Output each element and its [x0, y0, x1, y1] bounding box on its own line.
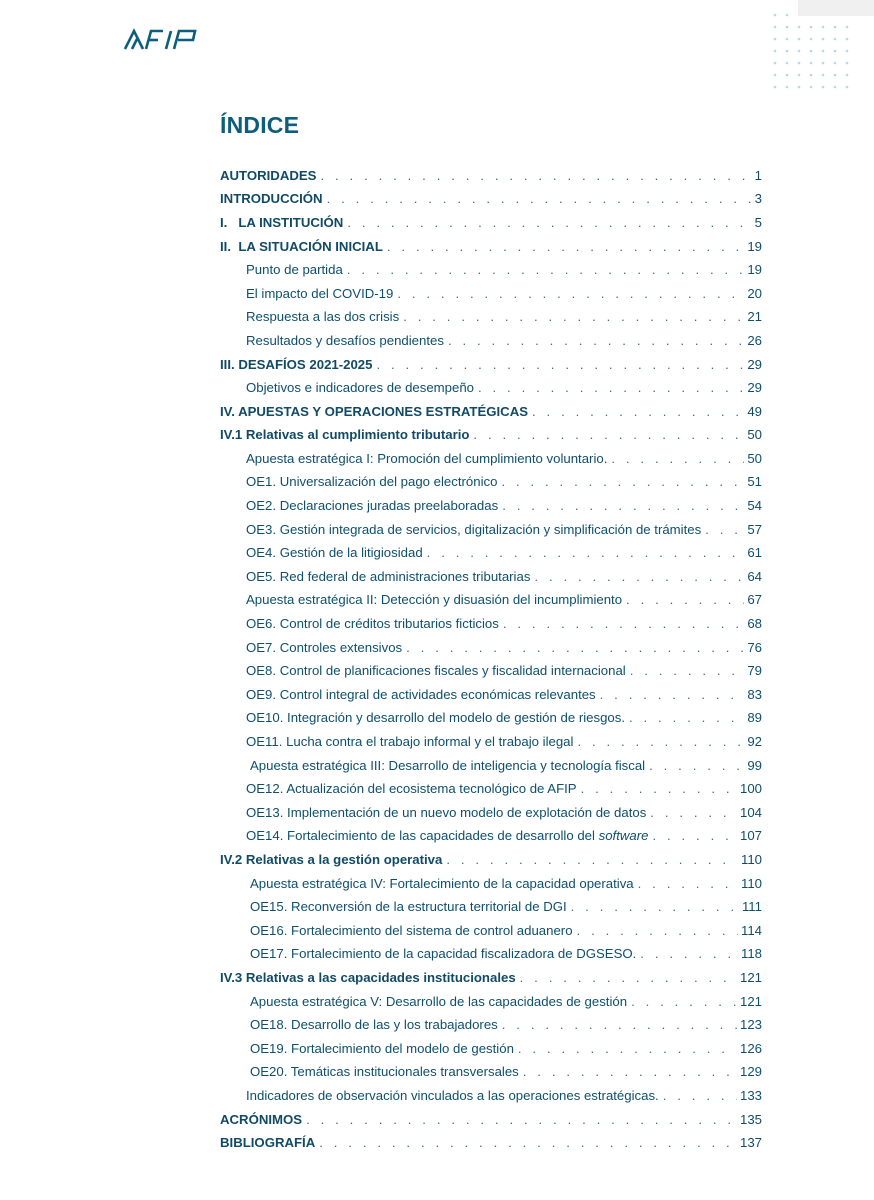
toc-entry-objetivos-indicadores[interactable]: [220, 372, 762, 396]
toc-entry-apuesta-5[interactable]: [220, 986, 762, 1010]
dot-leader: [629, 710, 744, 726]
toc-page-number: 104: [739, 804, 762, 820]
toc-entry-oe20[interactable]: [220, 1057, 762, 1081]
toc-entry-text: IV.3 Relativas a las capacidades institucionales: [220, 969, 516, 985]
toc-page-number: 61: [747, 545, 762, 561]
toc-entry-oe12[interactable]: [220, 773, 762, 797]
toc-entry-text: OE6. Control de créditos tributarios ficticios: [246, 616, 499, 632]
dot-leader: [523, 1064, 737, 1080]
toc-page-number: 137: [739, 1135, 762, 1151]
toc-entry-text-main: OE14. Fortalecimiento de las capacidades de desarrollo del: [246, 828, 595, 844]
toc-page-number: 99: [747, 757, 762, 773]
toc-entry-text: III. DESAFÍOS 2021-2025: [220, 356, 373, 372]
toc-page-number: 83: [747, 686, 762, 702]
table-of-contents: [220, 160, 762, 1151]
dot-leader: [581, 781, 737, 797]
dot-leader: [577, 734, 744, 750]
toc-entry-text: Resultados y desafíos pendientes: [246, 332, 444, 348]
toc-entry-oe18[interactable]: [220, 1009, 762, 1033]
toc-page-number: 29: [747, 380, 762, 396]
toc-entry-text: [246, 828, 648, 844]
afip-logo: [123, 27, 201, 53]
dot-leader: [473, 427, 744, 443]
toc-entry-text: OE8. Control de planificaciones fiscales y fiscalidad internacional: [246, 663, 626, 679]
toc-entry-apuestas-operaciones[interactable]: [220, 396, 762, 420]
toc-page-number: 118: [740, 946, 762, 962]
toc-page-number: 19: [747, 238, 762, 254]
toc-entry-text: II. LA SITUACIÓN INICIAL: [220, 238, 383, 254]
toc-page-number: 3: [754, 191, 762, 207]
toc-page-number: 64: [747, 568, 762, 584]
dot-leader: [649, 758, 744, 774]
toc-entry-text: OE18. Desarrollo de las y los trabajadores: [250, 1017, 498, 1033]
dot-leader: [478, 380, 744, 396]
toc-entry-text: OE5. Red federal de administraciones tributarias: [246, 568, 531, 584]
dot-leader: [503, 616, 744, 632]
toc-page-number: 51: [747, 474, 762, 490]
toc-page-number: 67: [747, 592, 762, 608]
toc-page-number: 121: [739, 969, 762, 985]
dot-leader: [446, 852, 738, 868]
toc-entry-text: OE9. Control integral de actividades económicas relevantes: [246, 686, 596, 702]
dot-leader: [518, 1041, 737, 1057]
toc-entry-respuesta-crisis[interactable]: [220, 302, 762, 326]
dot-leader: [448, 333, 744, 349]
toc-entry-text: OE12. Actualización del ecosistema tecnológico de AFIP: [246, 781, 577, 797]
toc-entry-text: Apuesta estratégica IV: Fortalecimiento de la capacidad operativa: [250, 875, 634, 891]
dot-leader: [630, 663, 745, 679]
toc-page-number: 110: [740, 851, 762, 867]
dot-leader: [640, 946, 738, 962]
toc-entry-indicadores-observacion[interactable]: [220, 1080, 762, 1104]
toc-entry-text-italic: software: [598, 828, 649, 844]
toc-entry-text: Apuesta estratégica II: Detección y disuasión del incumplimiento: [246, 592, 623, 608]
page-title: ÍNDICE: [220, 112, 300, 138]
toc-entry-text: OE15. Reconversión de la estructura territorial de DGI: [250, 899, 567, 915]
dot-leader: [626, 592, 744, 608]
toc-page-number: 111: [741, 899, 762, 915]
toc-entry-text: BIBLIOGRAFÍA: [220, 1135, 316, 1151]
toc-entry-oe2[interactable]: [220, 490, 762, 514]
toc-entry-text: Respuesta a las dos crisis: [246, 309, 400, 325]
dot-leader: [319, 1135, 737, 1151]
toc-entry-text: Objetivos e indicadores de desempeño: [246, 380, 474, 396]
toc-page-number: 49: [747, 403, 762, 419]
toc-entry-oe7[interactable]: [220, 632, 762, 656]
toc-entry-oe4[interactable]: [220, 538, 762, 562]
toc-entry-oe8[interactable]: [220, 655, 762, 679]
toc-page-number: 126: [739, 1040, 762, 1056]
dot-leader: [376, 357, 744, 373]
toc-entry-text: Apuesta estratégica V: Desarrollo de las capacidades de gestión: [250, 993, 628, 1009]
toc-page-number: 68: [747, 616, 762, 632]
toc-entry-la-situacion-inicial[interactable]: [220, 231, 762, 255]
dot-leader: [502, 1017, 737, 1033]
toc-entry-text: OE17. Fortalecimiento de la capacidad fiscalizadora de DGSESO.: [250, 946, 637, 962]
toc-entry-oe5[interactable]: [220, 561, 762, 585]
toc-page-number: 5: [754, 214, 762, 230]
toc-entry-text: OE3. Gestión integrada de servicios, digitalización y simplificación de trámites: [246, 521, 702, 537]
dot-leader: [532, 404, 744, 420]
dot-leader: [387, 239, 744, 255]
toc-entry-text: OE4. Gestión de la litigiosidad: [246, 545, 423, 561]
toc-page-number: 29: [747, 356, 762, 372]
toc-entry-oe19[interactable]: [220, 1033, 762, 1057]
toc-entry-text: OE2. Declaraciones juradas preelaboradas: [246, 498, 499, 514]
toc-page-number: 50: [747, 450, 762, 466]
dot-leader: [347, 215, 751, 231]
toc-page-number: 89: [747, 710, 762, 726]
toc-entry-impacto-covid[interactable]: [220, 278, 762, 302]
toc-entry-oe9[interactable]: [220, 679, 762, 703]
toc-entry-oe11[interactable]: [220, 726, 762, 750]
dot-leader: [347, 262, 745, 278]
dot-leader: [397, 286, 744, 302]
toc-entry-oe16[interactable]: [220, 915, 762, 939]
toc-page-number: 19: [747, 262, 762, 278]
dot-leader: [600, 687, 745, 703]
toc-entry-autoridades[interactable]: [220, 160, 762, 184]
toc-entry-text: ACRÓNIMOS: [220, 1111, 303, 1127]
toc-entry-apuesta-2[interactable]: [220, 585, 762, 609]
dot-leader: [652, 828, 737, 844]
toc-page-number: 79: [747, 663, 762, 679]
toc-entry-la-institucion[interactable]: [220, 207, 762, 231]
toc-page-number: 107: [739, 828, 762, 844]
toc-entry-text: OE10. Integración y desarrollo del modelo de gestión de riesgos.: [246, 710, 625, 726]
toc-entry-text: I. LA INSTITUCIÓN: [220, 214, 344, 230]
toc-entry-acronimos[interactable]: [220, 1104, 762, 1128]
toc-entry-text: IV. APUESTAS Y OPERACIONES ESTRATÉGICAS: [220, 403, 529, 419]
toc-entry-oe6[interactable]: [220, 608, 762, 632]
toc-page-number: 123: [739, 1017, 762, 1033]
toc-entry-punto-de-partida[interactable]: [220, 254, 762, 278]
toc-page-number: 76: [747, 639, 762, 655]
toc-entry-text: OE16. Fortalecimiento del sistema de control aduanero: [250, 922, 573, 938]
toc-entry-text: IV.1 Relativas al cumplimiento tributario: [220, 427, 470, 443]
dot-leader: [577, 923, 738, 939]
toc-page-number: 114: [740, 922, 762, 938]
toc-page-number: 21: [747, 309, 762, 325]
dot-leader: [327, 191, 752, 207]
toc-entry-apuesta-4[interactable]: [220, 868, 762, 892]
toc-page-number: 110: [740, 875, 762, 891]
toc-page-number: 121: [739, 993, 762, 1009]
toc-entry-apuesta-1[interactable]: [220, 443, 762, 467]
toc-page-number: 20: [747, 285, 762, 301]
toc-entry-text: Apuesta estratégica I: Promoción del cumplimiento voluntario.: [246, 450, 608, 466]
toc-entry-oe17[interactable]: [220, 939, 762, 963]
dot-grid-decoration: [770, 10, 860, 95]
toc-entry-text: Apuesta estratégica III: Desarrollo de inteligencia y tecnología fiscal: [250, 757, 646, 773]
toc-page-number: 50: [747, 427, 762, 443]
toc-entry-text: OE19. Fortalecimiento del modelo de gestión: [250, 1040, 514, 1056]
toc-entry-desafios-2021-2025[interactable]: [220, 349, 762, 373]
toc-entry-introduccion[interactable]: [220, 184, 762, 208]
toc-entry-oe1[interactable]: [220, 467, 762, 491]
toc-page-number: 100: [739, 781, 762, 797]
toc-entry-text: OE1. Universalización del pago electrónico: [246, 474, 498, 490]
toc-page-number: 1: [754, 167, 762, 183]
toc-entry-text: Indicadores de observación vinculados a las operaciones estratégicas.: [246, 1087, 659, 1103]
toc-entry-text: OE13. Implementación de un nuevo modelo de explotación de datos: [246, 804, 647, 820]
toc-entry-iv2-gestion-operativa[interactable]: [220, 844, 762, 868]
toc-page-number: 54: [747, 498, 762, 514]
dot-leader: [520, 970, 737, 986]
toc-page-number: 57: [747, 521, 762, 537]
toc-entry-text: INTRODUCCIÓN: [220, 191, 323, 207]
toc-page-number: 135: [739, 1111, 762, 1127]
toc-entry-oe3[interactable]: [220, 514, 762, 538]
toc-entry-text: IV.2 Relativas a la gestión operativa: [220, 851, 443, 867]
dot-leader: [638, 876, 738, 892]
dot-leader: [611, 451, 744, 467]
toc-entry-oe14[interactable]: [220, 821, 762, 845]
dot-leader: [502, 498, 744, 514]
dot-leader: [631, 994, 737, 1010]
toc-entry-resultados-desafios[interactable]: [220, 325, 762, 349]
toc-page-number: 26: [747, 332, 762, 348]
toc-page-number: 92: [747, 734, 762, 749]
dot-leader: [306, 1112, 737, 1128]
toc-entry-oe10[interactable]: [220, 703, 762, 727]
toc-entry-text: Punto de partida: [246, 262, 343, 278]
toc-entry-apuesta-3[interactable]: [220, 750, 762, 774]
dot-leader: [571, 899, 739, 915]
dot-leader: [534, 569, 744, 585]
toc-page-number: 133: [739, 1087, 762, 1103]
toc-entry-text: El impacto del COVID-19: [246, 285, 394, 301]
dot-leader: [427, 545, 745, 561]
toc-entry-text: AUTORIDADES: [220, 167, 317, 183]
toc-entry-text: OE11. Lucha contra el trabajo informal y el trabajo ilegal: [246, 734, 574, 749]
dot-leader: [663, 1088, 737, 1104]
toc-entry-text: OE7. Controles extensivos: [246, 639, 403, 655]
toc-entry-text: OE20. Temáticas institucionales transversales: [250, 1064, 519, 1080]
toc-entry-iv3-capacidades[interactable]: [220, 962, 762, 986]
dot-leader: [403, 309, 744, 325]
dot-leader: [320, 168, 751, 184]
toc-entry-bibliografia[interactable]: [220, 1127, 762, 1151]
dot-leader: [501, 474, 744, 490]
dot-leader: [705, 522, 744, 538]
dot-leader: [650, 805, 737, 821]
toc-entry-oe15[interactable]: [220, 891, 762, 915]
toc-entry-oe13[interactable]: [220, 797, 762, 821]
toc-page-number: 129: [739, 1064, 762, 1080]
dot-leader: [406, 640, 744, 656]
toc-entry-iv1-cumplimiento[interactable]: [220, 420, 762, 444]
